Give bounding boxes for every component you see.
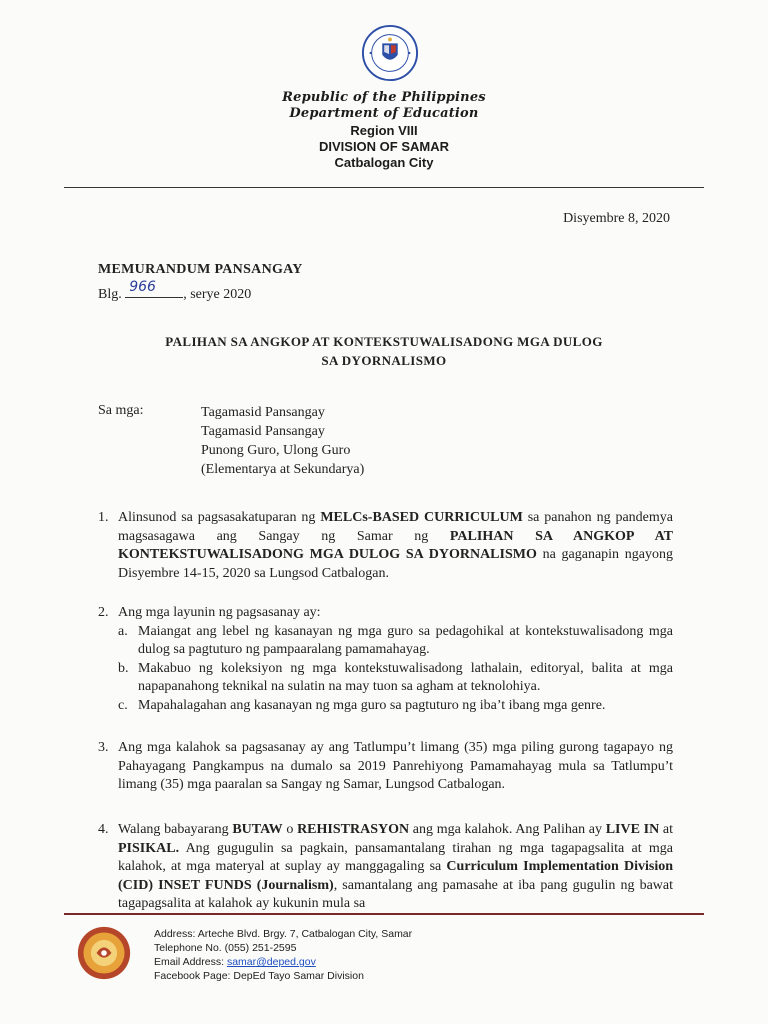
paragraph-4 [98, 821, 673, 914]
recipient-item: (Elementarya at Sekundarya) [201, 462, 365, 477]
recipients-list [201, 403, 364, 479]
header-city: Catbalogan City [334, 155, 434, 170]
header-republic: Republic of the Philippines [282, 90, 486, 105]
subject-line-2: SA DYORNALISMO [321, 353, 447, 368]
recipient-item: Tagamasid Pansangay [201, 424, 325, 439]
division-logo-icon [76, 925, 132, 981]
footer-email-link[interactable]: samar@deped.gov [226, 956, 316, 968]
paragraph-1 [98, 509, 673, 583]
objective-item: a. Maiangat ang lebel ng kasanayan ng mga guro sa pedagohikal at kontekstuwalisadong mga dulog sa pagtuturo ng pampaaralang pamamahayag. [118, 623, 673, 657]
paragraph-body: Alinsunod sa pagsasakatuparan ng MELCs-BASED CURRICULUM sa panahon ng pandemya magsasagawa ang Sangay ng Samar ng PALIHAN SA ANGKOP AT KONTEKSTUWALISADONG MGA DULOG SA DYORNALISMO na gaganapin ngayong Disyembre 14-15, 2020 sa Lungsod Catbalogan. [118, 510, 674, 581]
paragraph-number: 4. [98, 822, 109, 837]
paragraph-intro: Ang mga layunin ng pagsasanay ay: [118, 605, 321, 620]
paragraph-2 [98, 604, 673, 715]
footer-contact [154, 927, 412, 983]
footer-email-line [154, 955, 412, 969]
paragraph-number: 3. [98, 740, 109, 755]
memo-number-prefix: Blg. [98, 287, 122, 302]
memo-date: Disyembre 8, 2020 [563, 211, 670, 226]
paragraph-3 [98, 739, 673, 795]
paragraph-number: 2. [98, 605, 109, 620]
objectives-list [98, 623, 673, 716]
objective-item: b. Makabuo ng koleksiyon ng mga kontekstuwalisadong lathalain, editoryal, balita at mga napapanahong teknikal na sulatin na may tuon sa agham at teknolohiya. [118, 660, 673, 694]
header-department: Department of Education [289, 106, 479, 121]
recipients-label: Sa mga: [98, 403, 144, 418]
footer-email-label: Email Address: [154, 956, 227, 968]
paragraph-body: Walang babayarang BUTAW o REHISTRASYON ang mga kalahok. Ang Palihan ay LIVE IN at PISIKAL. Ang gugugulin sa pagkain, pansamantalang tirahan ng mga tagapagsalita at mga kalahok, at mga materyal at suplay ay manggagaling sa Curriculum Implementation Division (CID) INSET FUNDS (Journalism), samantalang ang pamasahe at iba pang gugulin ng bawat tagapagsalita at kalahok ay kukunin mula sa [118, 822, 673, 911]
footer-divider [64, 913, 704, 915]
paragraph-body: Ang mga kalahok sa pagsasanay ay ang Tatlumpu’t limang (35) mga piling gurong tagapayo ng Pahayagang Pangkampus na dumalo sa 2019 Panrehiyong Pamamahayag mula sa Tatlumpu’t limang (35) mga paaralan sa Sangay ng Samar, Lungsod Catbalogan. [118, 740, 673, 792]
memo-number-blank [125, 279, 183, 298]
footer-address: Address: Arteche Blvd. Brgy. 7, Catbalogan City, Samar [154, 928, 413, 940]
recipient-item: Tagamasid Pansangay [201, 405, 325, 420]
recipient-item: Punong Guro, Ulong Guro [201, 443, 351, 458]
memo-number-suffix: , serye 2020 [183, 287, 252, 302]
subject-line-1: PALIHAN SA ANGKOP AT KONTEKSTUWALISADONG MGA DULOG [165, 334, 603, 349]
paragraph-number: 1. [98, 510, 109, 525]
footer-telephone: Telephone No. (055) 251-2595 [154, 942, 297, 954]
memo-title: MEMURANDUM PANSANGAY [98, 262, 303, 277]
header-region: Region VIII [350, 123, 418, 138]
header-division: DIVISION OF SAMAR [318, 139, 449, 154]
memo-number [98, 279, 252, 303]
header-divider [64, 187, 704, 188]
footer-facebook: Facebook Page: DepEd Tayo Samar Division [154, 970, 364, 982]
deped-seal-icon [361, 24, 419, 82]
memo-number-handwritten: 966 [129, 279, 156, 295]
objective-item: c. Mapahalagahan ang kasanayan ng mga guro sa pagtuturo ng iba’t ibang mga genre. [118, 697, 606, 713]
